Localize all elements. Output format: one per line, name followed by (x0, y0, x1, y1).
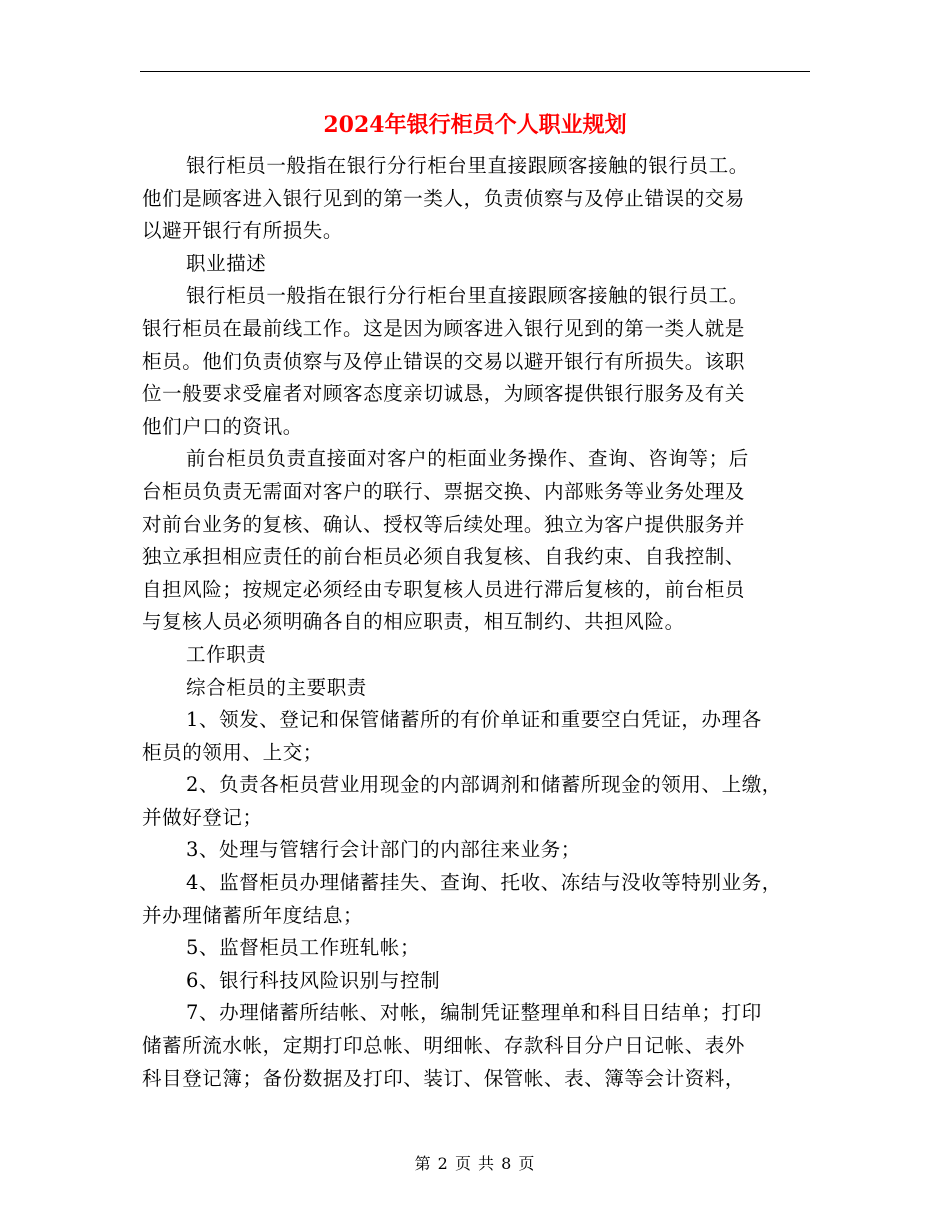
body-line: 位一般要求受雇者对顾客态度亲切诚恳，为顾客提供银行服务及有关 (142, 382, 746, 406)
body-line: 以避开银行有所损失。 (142, 219, 344, 243)
body-line: 3、处理与管辖行会计部门的内部往来业务； (186, 838, 581, 862)
document-title: 2024年银行柜员个人职业规划 (323, 112, 627, 138)
body-line: 他们户口的资讯。 (142, 414, 303, 438)
body-line: 独立承担相应责任的前台柜员必须自我复核、自我约束、自我控制、 (142, 545, 746, 569)
body-line: 对前台业务的复核、确认、授权等后续处理。独立为客户提供服务并 (142, 512, 746, 536)
body-line: 科目登记簿；备份数据及打印、装订、保管帐、表、簿等会计资料， (142, 1066, 746, 1090)
document-body (142, 150, 812, 1095)
body-line: 柜员的领用、上交； (142, 740, 323, 764)
body-line: 银行柜员在最前线工作。这是因为顾客进入银行见到的第一类人就是 (142, 316, 746, 340)
body-line: 7、办理储蓄所结帐、对帐，编制凭证整理单和科目日结单；打印 (186, 1001, 762, 1025)
body-line: 前台柜员负责直接面对客户的柜面业务操作、查询、咨询等；后 (186, 447, 749, 471)
body-line: 6、银行科技风险识别与控制 (186, 968, 441, 992)
body-line: 4、监督柜员办理储蓄挂失、查询、托收、冻结与没收等特别业务， (186, 871, 782, 895)
page-number-footer: 第 2 页 共 8 页 (414, 1154, 536, 1173)
body-line: 银行柜员一般指在银行分行柜台里直接跟顾客接触的银行员工。 (186, 154, 749, 177)
body-line: 并做好登记； (142, 805, 263, 829)
body-line: 5、监督柜员工作班轧帐； (186, 936, 421, 960)
body-line: 综合柜员的主要职责 (186, 675, 367, 699)
body-line: 1、领发、登记和保管储蓄所的有价单证和重要空白凭证，办理各 (186, 708, 762, 732)
body-line: 柜员。他们负责侦察与及停止错误的交易以避开银行有所损失。该职 (142, 349, 746, 373)
body-line: 银行柜员一般指在银行分行柜台里直接跟顾客接触的银行员工。 (186, 284, 749, 308)
body-line: 2、负责各柜员营业用现金的内部调剂和储蓄所现金的领用、上缴， (186, 773, 782, 797)
body-line: 职业描述 (186, 251, 267, 275)
body-line: 他们是顾客进入银行见到的第一类人，负责侦察与及停止错误的交易 (142, 186, 746, 210)
body-line: 台柜员负责无需面对客户的联行、票据交换、内部账务等业务处理及 (142, 479, 746, 503)
body-line: 储蓄所流水帐，定期打印总帐、明细帐、存款科目分户日记帐、表外 (142, 1034, 746, 1058)
body-line: 工作职责 (186, 642, 267, 666)
header-rule (140, 71, 810, 72)
body-line: 并办理储蓄所年度结息； (142, 903, 364, 927)
body-line: 自担风险；按规定必须经由专职复核人员进行滞后复核的，前台柜员 (142, 577, 746, 601)
body-line: 与复核人员必须明确各自的相应职责，相互制约、共担风险。 (142, 610, 685, 634)
